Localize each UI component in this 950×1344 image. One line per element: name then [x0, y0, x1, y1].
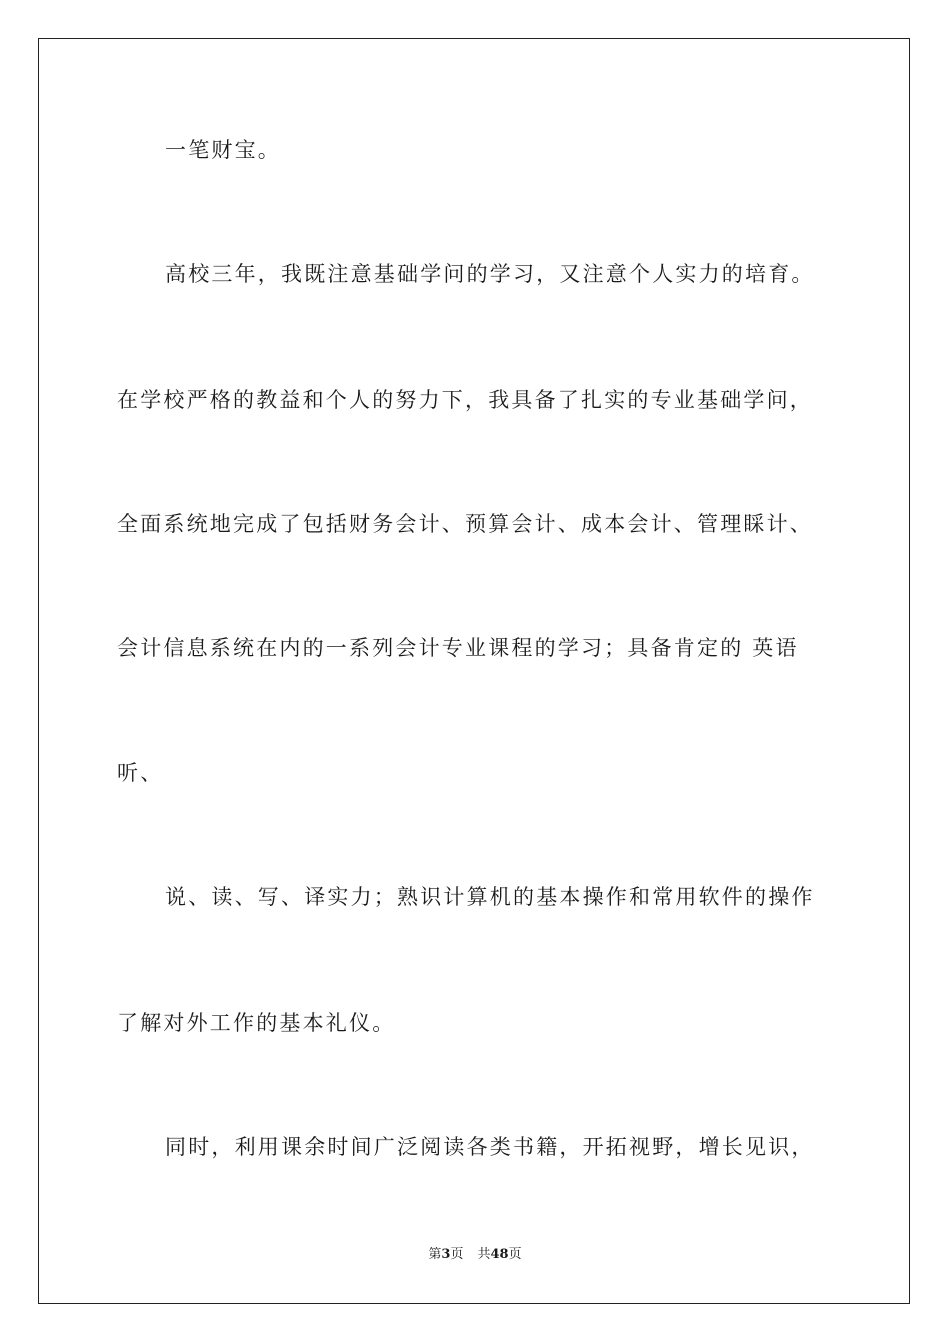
footer-page-prefix: 第: [428, 1247, 442, 1262]
footer-total-suffix: 页: [508, 1247, 522, 1262]
footer-total-pages: 48: [490, 1247, 509, 1262]
footer-page-suffix: 页: [450, 1247, 464, 1262]
text-line-8: 了解对外工作的基本礼仪。: [117, 1011, 396, 1035]
text-line-4: 全面系统地完成了包括财务会计、预算会计、成本会计、管理睬计、: [117, 512, 813, 536]
text-line-9: 同时，利用课余时间广泛阅读各类书籍，开拓视野，增长见识，: [165, 1135, 815, 1159]
footer-page-number: 3: [441, 1247, 451, 1262]
text-line-6: 听、: [117, 761, 164, 785]
page-border: [38, 38, 910, 1304]
text-line-2: 高校三年，我既注意基础学问的学习，又注意个人实力的培育。: [165, 262, 815, 286]
page-footer: [0, 1246, 950, 1264]
text-line-7: 说、读、写、译实力；熟识计算机的基本操作和常用软件的操作: [165, 885, 815, 909]
text-line-1: 一笔财宝。: [165, 138, 281, 162]
footer-total-prefix: 共: [477, 1247, 491, 1262]
text-line-5: 会计信息系统在内的一系列会计专业课程的学习；具备肯定的 英语: [117, 636, 799, 660]
text-line-3: 在学校严格的教益和个人的努力下，我具备了扎实的专业基础学问，: [117, 388, 813, 412]
